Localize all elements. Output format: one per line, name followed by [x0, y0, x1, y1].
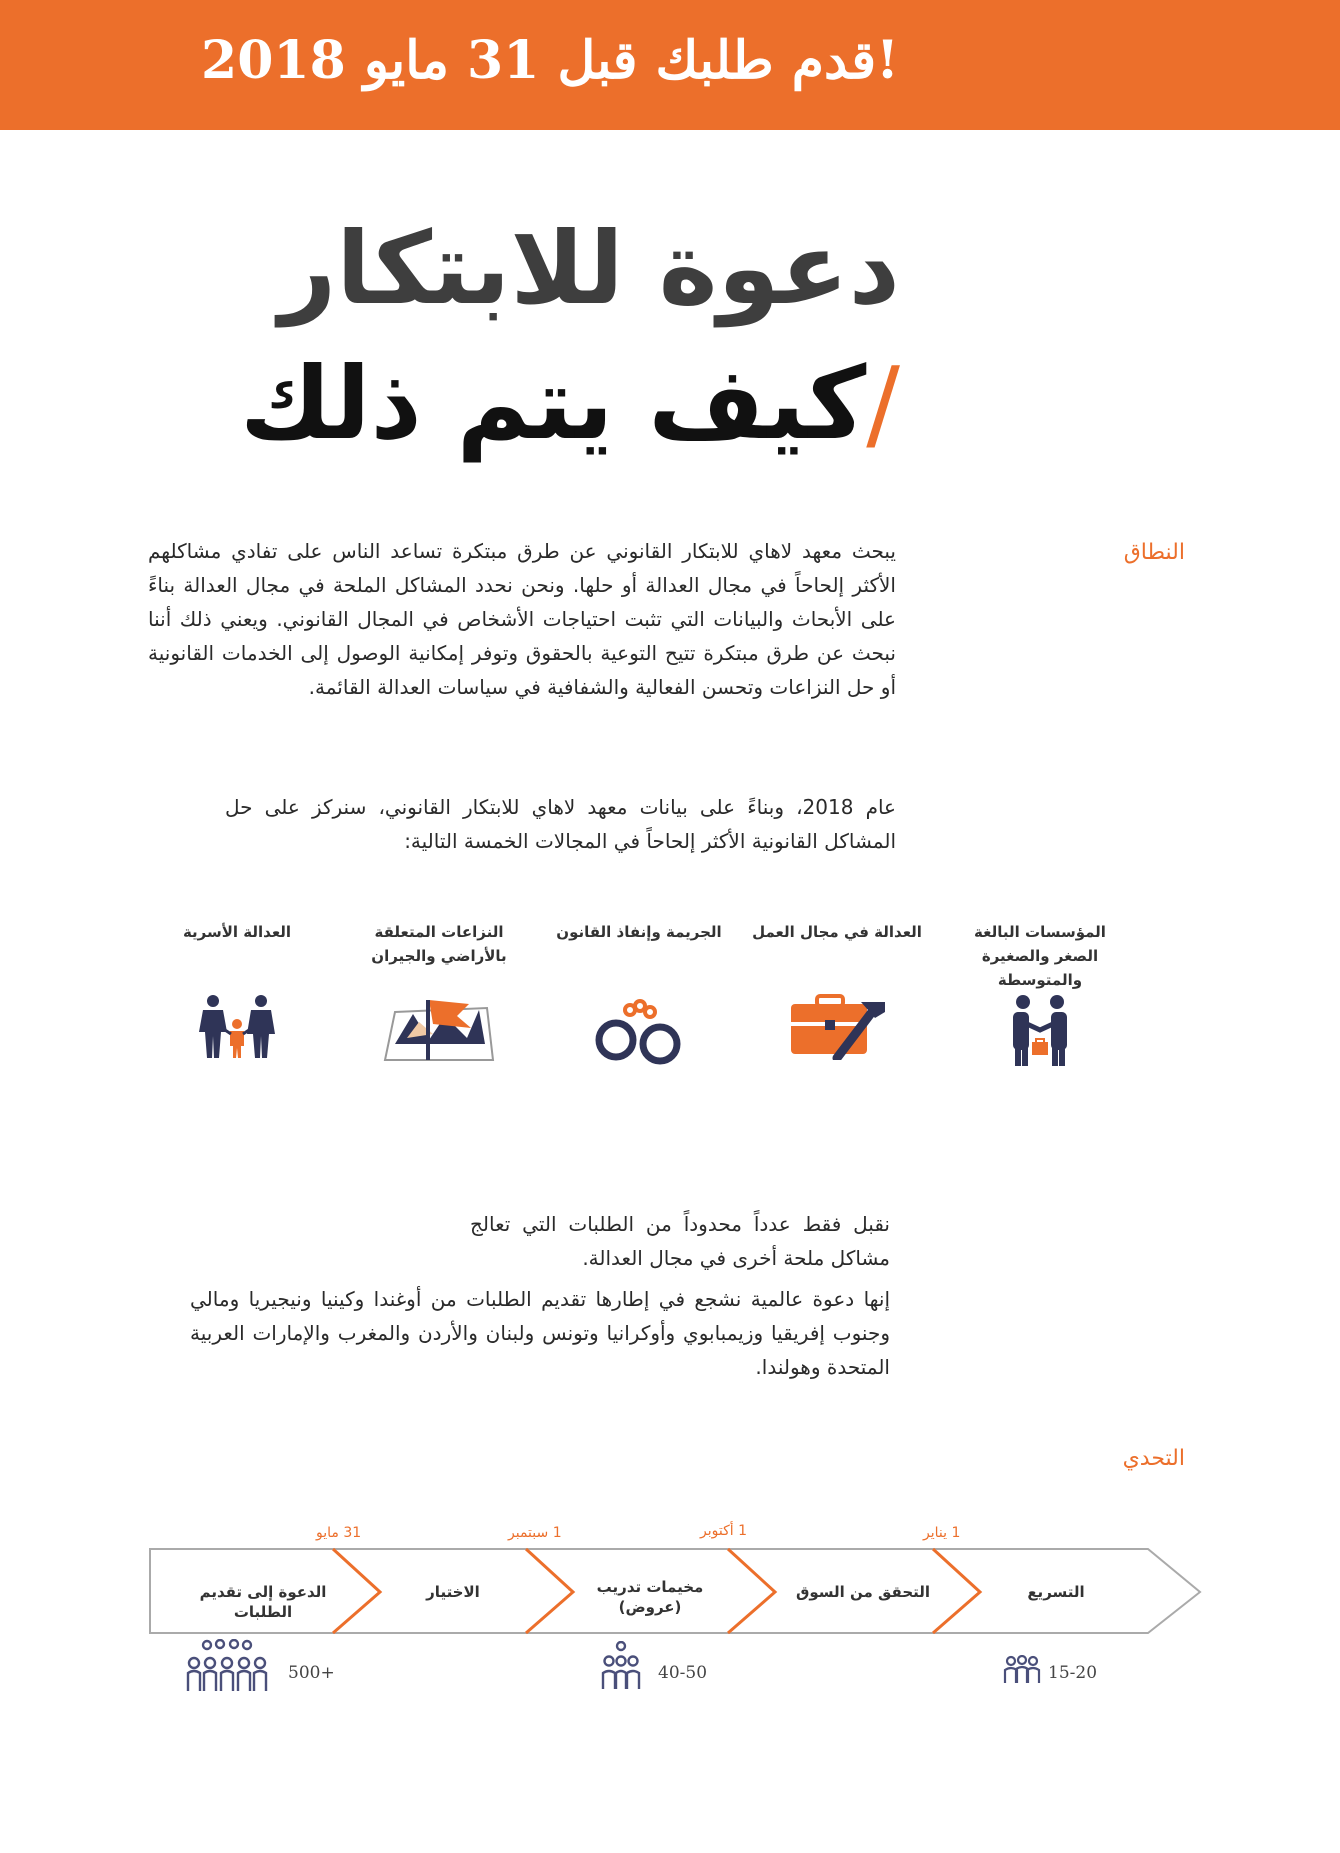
handshake-icon [1005, 994, 1075, 1068]
count-bootcamp: 40-50 [658, 1663, 708, 1683]
large-crowd-icon [184, 1639, 270, 1695]
timeline-stage: التسريع [1027, 1583, 1085, 1601]
challenge-timeline [148, 1525, 1208, 1765]
family-icon [195, 994, 279, 1058]
medium-crowd-icon [600, 1641, 642, 1693]
other-paragraph-1: نقبل فقط عدداً محدوداً من الطلبات التي تعالج مشاكل ملحة أخرى في مجال العدالة. [470, 1212, 890, 1270]
category-label: العدالة في مجال العمل [752, 923, 922, 941]
category-employment [752, 920, 922, 1064]
page-title: دعوة للابتكار [278, 210, 900, 327]
timeline-date: 1 أكتوبر [700, 1523, 748, 1539]
handcuffs-icon [594, 994, 684, 1066]
subtitle-text: كيف يتم ذلك [239, 345, 867, 462]
category-label: المؤسسات البالغة الصغر والصغيرة والمتوسطة [974, 923, 1106, 989]
deadline-text: قدم طلبك قبل 31 مايو 2018! [201, 30, 899, 91]
title-slash: / [866, 345, 900, 462]
category-family [152, 920, 322, 1062]
small-crowd-icon [1003, 1655, 1041, 1685]
timeline-stage: مخيمات تدريب (عروض) [596, 1578, 704, 1616]
timeline-date: 31 مايو [316, 1525, 362, 1541]
page-subtitle [240, 345, 900, 462]
timeline-stage: الدعوة إلى تقديم الطلبات [199, 1583, 327, 1621]
category-sme [955, 920, 1125, 1072]
scope-paragraph-2: عام 2018، وبناءً على بيانات معهد لاهاي للابتكار القانوني، سنركز على حل المشاكل القانونية الأكثر إلحاحاً في المجالات الخمسة التالية: [225, 795, 896, 853]
timeline-stage: الاختيار [426, 1583, 480, 1601]
challenge-label: التحدي [1122, 1446, 1185, 1471]
category-label: النزاعات المتعلقة بالأراضي والجيران [371, 923, 507, 965]
count-applications: 500+ [288, 1663, 335, 1683]
briefcase-hammer-icon [785, 994, 889, 1060]
category-label: العدالة الأسرية [182, 923, 292, 941]
count-acceleration: 15-20 [1048, 1663, 1098, 1683]
category-land [354, 920, 524, 1068]
land-map-flag-icon [383, 994, 495, 1064]
scope-paragraph-1: يبحث معهد لاهاي للابتكار القانوني عن طرق مبتكرة تساعد الناس على تفادي مشاكلهم الأكثر إلحاحاً في مجال العدالة أو حلها. ونحن نحدد المشاكل الملحة في مجال العدالة بناءً على الأبحاث والبيانات التي تثبت احتياجات الأشخاص في المجال القانوني. ويعني ذلك أننا نبحث عن طرق مبتكرة تتيح التوعية بالحقوق وتوفر إمكانية الوصول إلى الخدمات القانونية أو حل النزاعات وتحسن الفعالية والشفافية في سياسات العدالة القائمة. [148, 539, 896, 699]
category-label: الجريمة وإنفاذ القانون [556, 923, 722, 941]
timeline-date: 1 سبتمبر [508, 1525, 562, 1541]
category-crime [554, 920, 724, 1070]
deadline-banner [0, 0, 1340, 130]
scope-label: النطاق [1123, 540, 1185, 565]
timeline-stage: التحقق من السوق [795, 1583, 931, 1601]
other-paragraph-2: إنها دعوة عالمية نشجع في إطارها تقديم الطلبات من أوغندا وكينيا ونيجيريا ومالي وجنوب إفريقيا وزيمبابوي وأوكرانيا وتونس ولبنان والأردن والمغرب والإمارات العربية المتحدة وهولندا. [190, 1287, 890, 1379]
timeline-date: 1 يناير [923, 1525, 961, 1541]
